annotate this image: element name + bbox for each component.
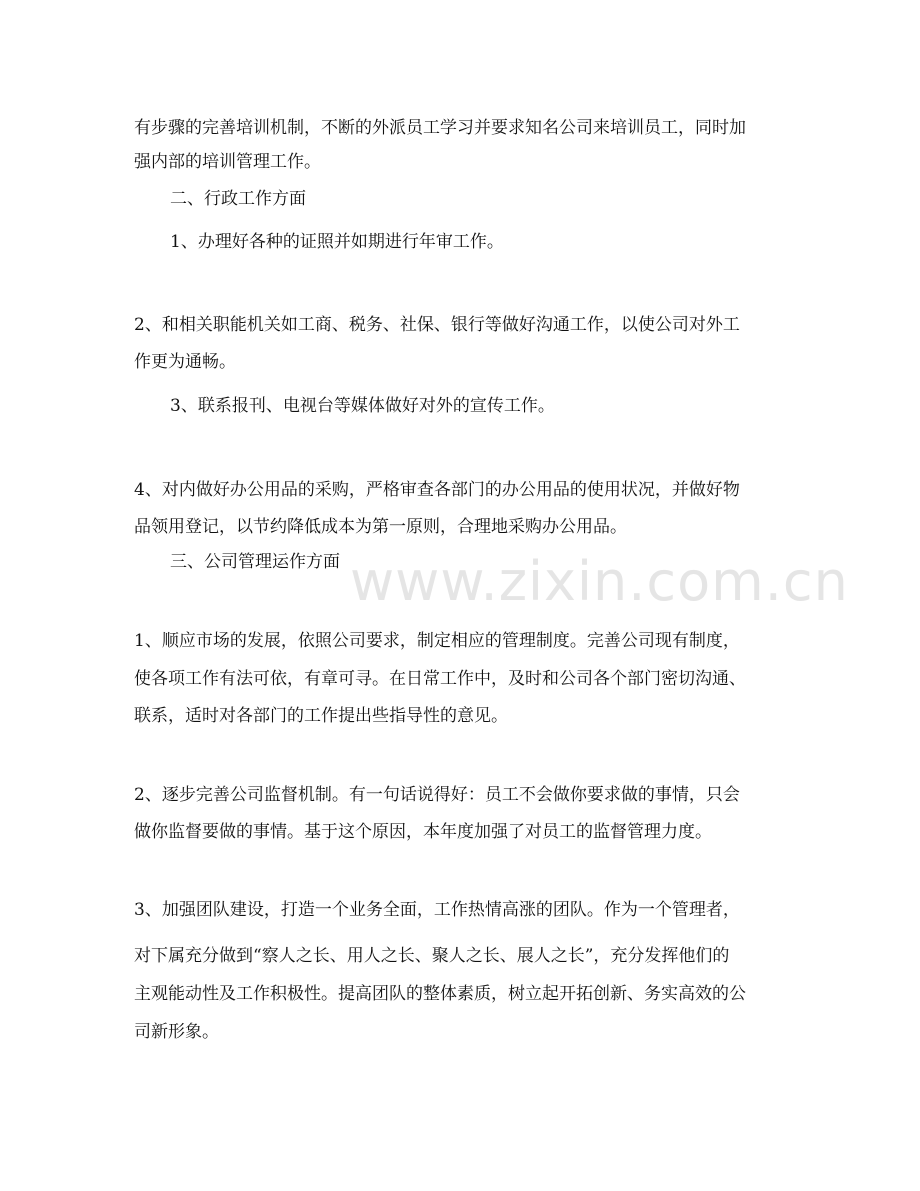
list-item-text: 1、顺应市场的发展，依照公司要求，制定相应的管理制度。完善公司现有制度， [134, 631, 740, 651]
section-heading-admin: 二、行政工作方面 [170, 189, 306, 209]
list-item-text: 2、逐步完善公司监督机制。有一句话说得好：员工不会做你要求做的事情，只会 [134, 785, 740, 805]
list-item-text: 作更为通畅。 [134, 352, 236, 372]
list-item-text: 使各项工作有法可依，有章可寻。在日常工作中，及时和公司各个部门密切沟通、 [134, 669, 746, 689]
list-item-text: 主观能动性及工作积极性。提高团队的整体素质，树立起开拓创新、务实高效的公 [134, 984, 746, 1004]
list-item-text: 品领用登记，以节约降低成本为第一原则，合理地采购办公用品。 [134, 517, 627, 537]
list-item-text: 4、对内做好办公用品的采购，严格审查各部门的办公用品的使用状况，并做好物 [134, 480, 740, 500]
list-item-text: 1、办理好各种的证照并如期进行年审工作。 [170, 232, 504, 252]
list-item-text: 做你监督要做的事情。基于这个原因，本年度加强了对员工的监督管理力度。 [134, 822, 712, 842]
list-item-text: 联系，适时对各部门的工作提出些指导性的意见。 [134, 706, 508, 726]
list-item-text: 对下属充分做到“察人之长、用人之长、聚人之长、展人之长”，充分发挥他们的 [134, 946, 730, 966]
list-item-text: 2、和相关职能机关如工商、税务、社保、银行等做好沟通工作，以使公司对外工 [134, 315, 740, 335]
watermark-text: www.zixin.com.cn [350, 550, 849, 613]
body-text-line: 有步骤的完善培训机制，不断的外派员工学习并要求知名公司来培训员工，同时加 [134, 118, 746, 138]
body-text-line: 强内部的培训管理工作。 [134, 152, 321, 172]
list-item-text: 3、加强团队建设，打造一个业务全面，工作热情高涨的团队。作为一个管理者， [134, 900, 740, 920]
list-item-text: 3、联系报刊、电视台等媒体做好对外的宣传工作。 [170, 396, 555, 416]
section-heading-management: 三、公司管理运作方面 [170, 552, 340, 572]
list-item-text: 司新形象。 [134, 1022, 219, 1042]
